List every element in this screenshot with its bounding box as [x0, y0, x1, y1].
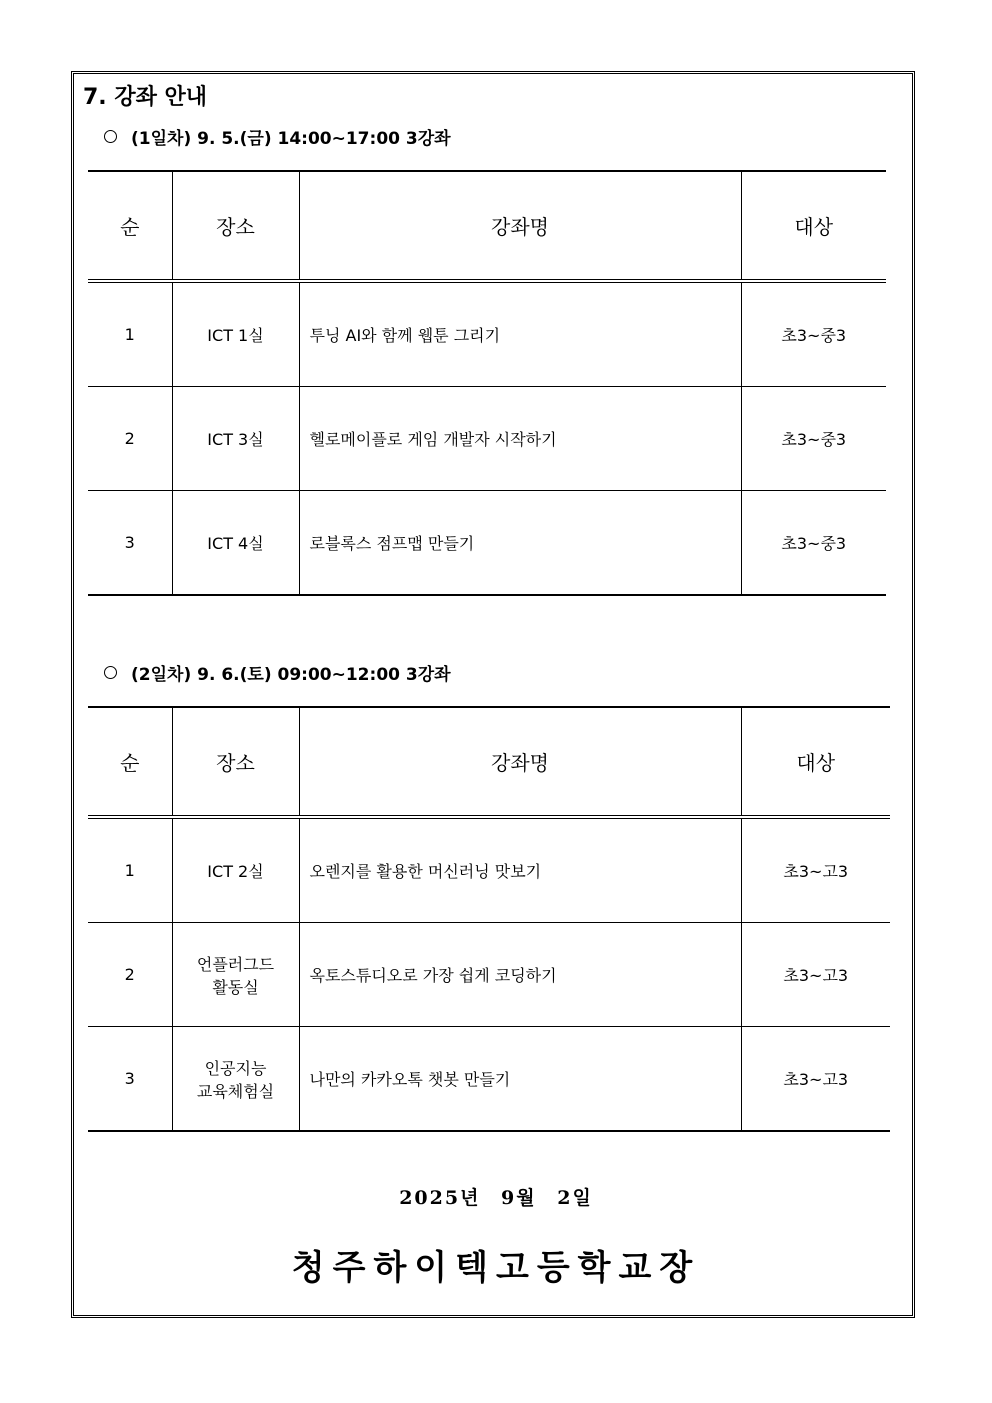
row-place: ICT 4실	[172, 491, 299, 596]
header-title: 강좌명	[299, 171, 741, 281]
row-no: 3	[88, 491, 172, 596]
row-place: ICT 3실	[172, 387, 299, 491]
row-place-line2: 활동실	[212, 977, 259, 997]
table-row	[88, 387, 886, 491]
day1-heading-text: (1일차) 9. 5.(금) 14:00~17:00 3강좌	[131, 129, 451, 149]
table-header-row	[88, 707, 890, 817]
day2-heading	[104, 660, 451, 685]
row-place: ICT 2실	[172, 817, 299, 923]
table-row	[88, 923, 890, 1027]
row-target: 초3~중3	[741, 387, 886, 491]
table-header-row	[88, 171, 886, 281]
row-title: 오렌지를 활용한 머신러닝 맛보기	[299, 817, 741, 923]
row-title: 옥토스튜디오로 가장 쉽게 코딩하기	[299, 923, 741, 1027]
row-target: 초3~고3	[741, 1027, 890, 1132]
header-place: 장소	[172, 707, 299, 817]
header-target: 대상	[741, 707, 890, 817]
row-target: 초3~중3	[741, 491, 886, 596]
day2-heading-text: (2일차) 9. 6.(토) 09:00~12:00 3강좌	[131, 665, 451, 685]
row-place-line1: 인공지능	[204, 1058, 267, 1078]
row-no: 2	[88, 923, 172, 1027]
row-title: 나만의 카카오톡 챗봇 만들기	[299, 1027, 741, 1132]
header-no: 순	[88, 707, 172, 817]
row-place	[172, 923, 299, 1027]
table-row	[88, 281, 886, 387]
section-title: 7. 강좌 안내	[83, 85, 207, 110]
circle-bullet-icon	[104, 666, 117, 679]
row-target: 초3~고3	[741, 817, 890, 923]
row-title: 로블록스 점프맵 만들기	[299, 491, 741, 596]
row-place-line2: 교육체험실	[196, 1081, 275, 1101]
signer-name: 청주하이텍고등학교장	[291, 1248, 701, 1288]
row-place-line1: 언플러그드	[196, 954, 275, 974]
issue-date: 2025년 9월 2일	[399, 1187, 593, 1209]
header-title: 강좌명	[299, 707, 741, 817]
table-row	[88, 491, 886, 596]
header-no: 순	[88, 171, 172, 281]
table-row	[88, 817, 890, 923]
row-target: 초3~고3	[741, 923, 890, 1027]
row-no: 1	[88, 281, 172, 387]
circle-bullet-icon	[104, 130, 117, 143]
row-title: 투닝 AI와 함께 웹툰 그리기	[299, 281, 741, 387]
row-title: 헬로메이플로 게임 개발자 시작하기	[299, 387, 741, 491]
row-no: 1	[88, 817, 172, 923]
day1-course-table	[88, 170, 886, 596]
row-no: 3	[88, 1027, 172, 1132]
header-target: 대상	[741, 171, 886, 281]
row-no: 2	[88, 387, 172, 491]
table-row	[88, 1027, 890, 1132]
row-place	[172, 1027, 299, 1132]
header-place: 장소	[172, 171, 299, 281]
day1-heading	[104, 124, 451, 149]
row-target: 초3~중3	[741, 281, 886, 387]
day2-course-table	[88, 706, 890, 1132]
row-place: ICT 1실	[172, 281, 299, 387]
